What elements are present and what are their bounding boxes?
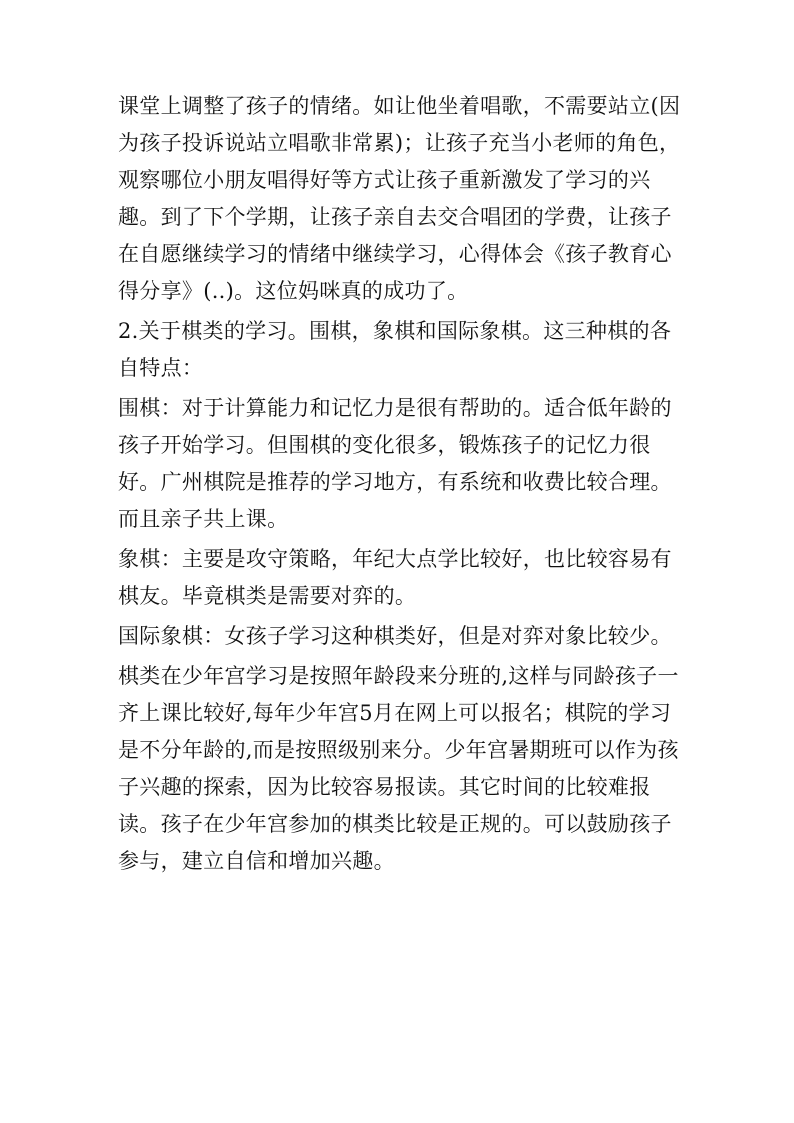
paragraph-xiangqi: 象棋：主要是攻守策略，年纪大点学比较好，也比较容易有棋友。毕竟棋类是需要对弈的。: [118, 547, 672, 608]
paragraph-international-chess: 国际象棋：女孩子学习这种棋类好，但是对弈对象比较少。: [118, 624, 672, 648]
document-body: [118, 88, 688, 883]
paragraph-childrens-palace: 棋类在少年宫学习是按照年龄段来分班的,这样与同龄孩子一齐上课比较好,每年少年宫5月在网上可以报名；棋院的学习是不分年龄的,而是按照级别来分。少年宫暑期班可以作为孩子兴趣的探索，因为比较容易报读。其它时间的比较难报读。孩子在少年宫参加的棋类比较是正规的。可以鼓励孩子参与，建立自信和增加兴趣。: [118, 664, 679, 873]
paragraph-go: 围棋：对于计算能力和记忆力是很有帮助的。适合低年龄的孩子开始学习。但围棋的变化很多，锻炼孩子的记忆力很好。广州棋院是推荐的学习地方，有系统和收费比较合理。而且亲子共上课。: [118, 396, 672, 531]
paragraph-singing-class: 课堂上调整了孩子的情绪。如让他坐着唱歌，不需要站立(因为孩子投诉说站立唱歌非常累)；让孩子充当小老师的角色，观察哪位小朋友唱得好等方式让孩子重新激发了学习的兴趣。到了下个学期，让孩子亲自去交合唱团的学费，让孩子在自愿继续学习的情绪中继续学习，心得体会《孩子教育心得分享》(..)。这位妈咪真的成功了。: [118, 94, 681, 303]
paragraph-chess-intro: 2.关于棋类的学习。围棋，象棋和国际象棋。这三种棋的各自特点：: [118, 319, 672, 380]
